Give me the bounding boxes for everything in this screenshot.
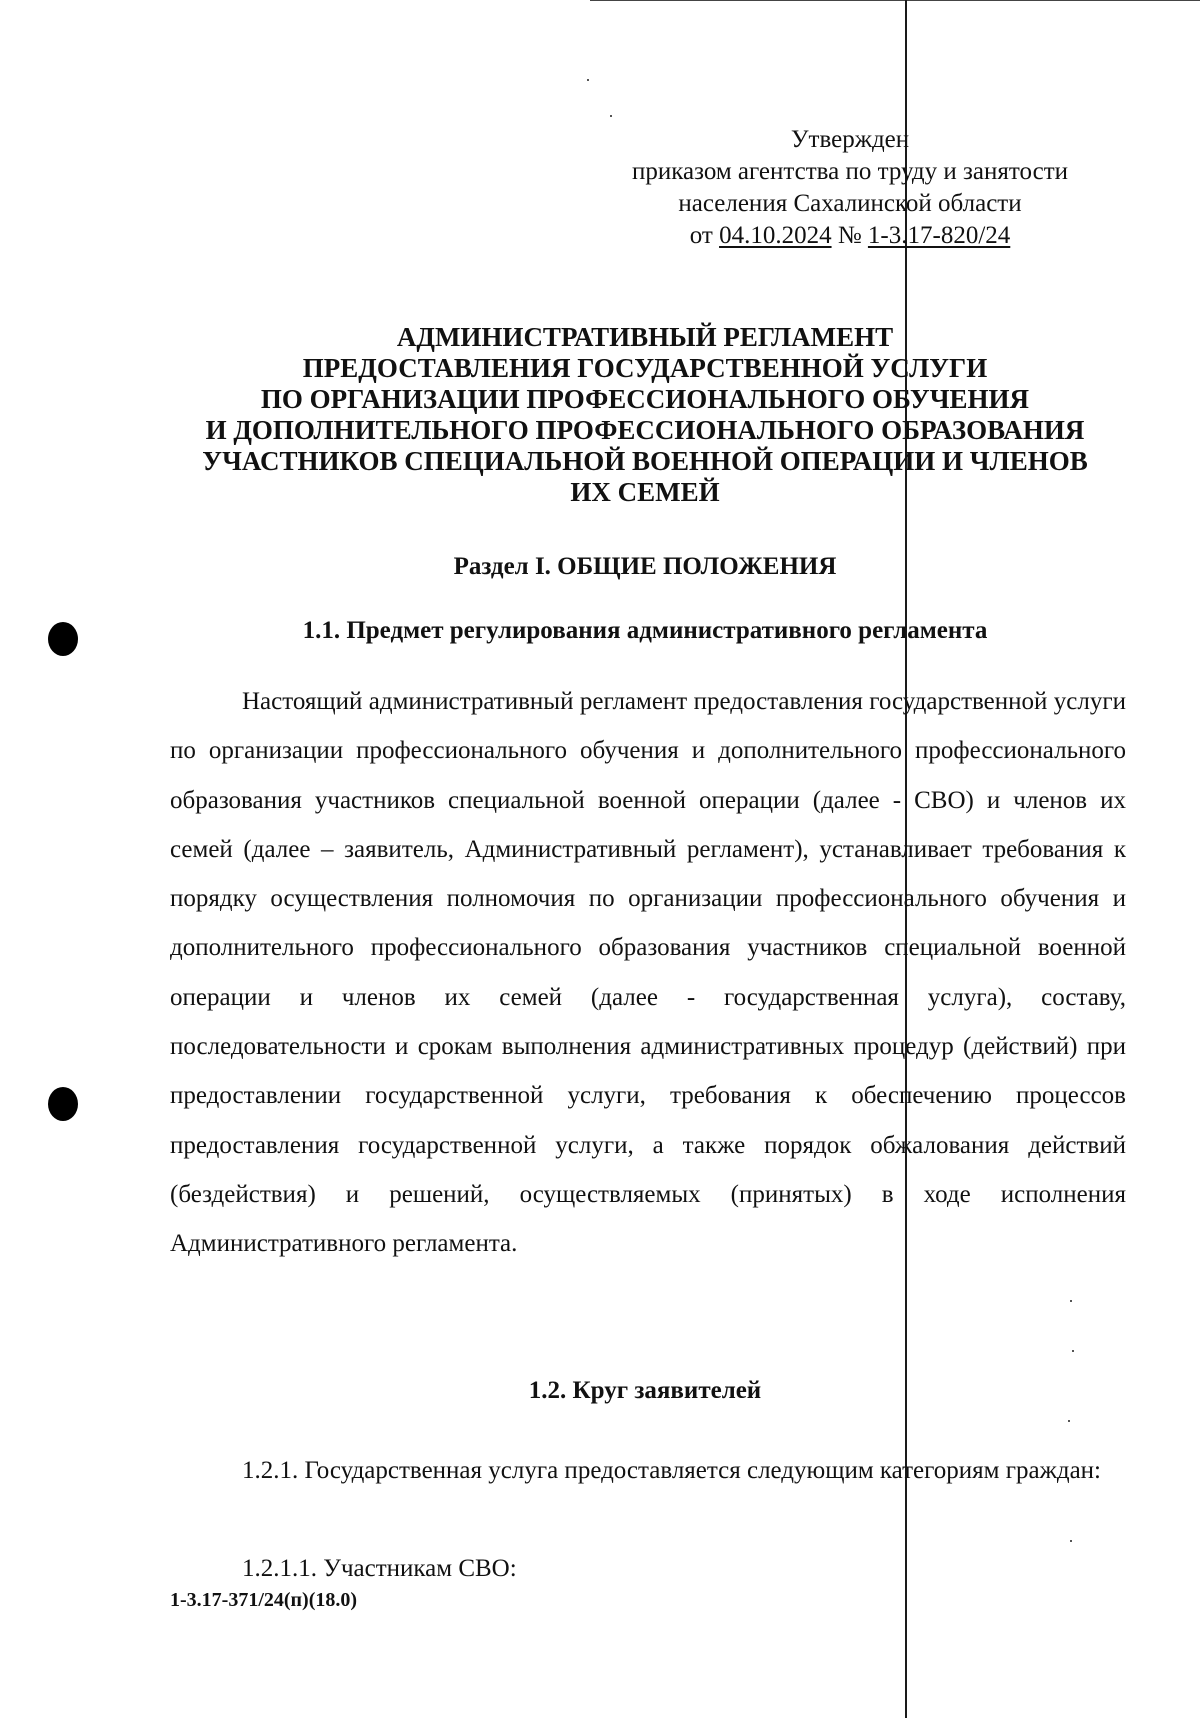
- scan-artifact-top-line: [590, 0, 1200, 1]
- approval-number-sign: №: [837, 222, 862, 249]
- approval-block: [560, 124, 1140, 252]
- title-line: ПО ОРГАНИЗАЦИИ ПРОФЕССИОНАЛЬНОГО ОБУЧЕНИЯ: [260, 384, 1030, 414]
- punch-hole-mark: [48, 1087, 78, 1121]
- scan-speck: [1072, 1350, 1074, 1352]
- subsection-heading-subject: 1.1. Предмет регулирования административного регламента: [302, 617, 988, 644]
- paragraph-applicants-categories: 1.2.1. Государственная услуга предоставляется следующим категориям граждан:: [242, 1457, 1101, 1484]
- approval-number: 1-3.17-820/24: [867, 222, 1011, 249]
- approval-line-date-number: [560, 220, 1140, 252]
- subsection-heading-applicants: 1.2. Круг заявителей: [528, 1377, 762, 1404]
- scan-speck: [1068, 1420, 1070, 1422]
- approval-line-approved: Утвержден: [790, 126, 910, 153]
- section-heading: Раздел I. ОБЩИЕ ПОЛОЖЕНИЯ: [453, 553, 837, 580]
- approval-line-order: приказом агентства по труду и занятости: [631, 158, 1069, 185]
- approval-line-region: населения Сахалинской области: [678, 190, 1022, 217]
- paragraph-svo-participants: 1.2.1.1. Участникам СВО:: [242, 1555, 517, 1582]
- approval-date: 04.10.2024: [719, 222, 832, 249]
- document-title: [160, 322, 1130, 508]
- paragraph-subject: Настоящий административный регламент предоставления государственной услуги по организации профессионального обучения и дополнительного профессионального образования участников специальной военной операции (далее - СВО) и членов их семей (далее – заявитель, Административный регламент), устанавливает требования к порядку осуществления полномочия по организации профессионального обучения и дополнительного профессионального образования участников специальной военной операции и членов их семей (далее - государственная услуга), составу, последовательности и срокам выполнения административных процедур (действий) при предоставлении государственной услуги, требования к обеспечению процессов предоставления государственной услуги, а также порядок обжалования действий (бездействия) и решений, осуществляемых (принятых) в ходе исполнения Административного регламента.: [170, 688, 1126, 1258]
- title-line: ИХ СЕМЕЙ: [570, 477, 720, 507]
- title-line: ПРЕДОСТАВЛЕНИЯ ГОСУДАРСТВЕННОЙ УСЛУГИ: [302, 353, 988, 383]
- punch-hole-mark: [48, 622, 78, 656]
- scan-speck: [1070, 1540, 1072, 1542]
- scan-speck: [587, 79, 589, 81]
- scan-speck: [610, 115, 612, 117]
- title-line: УЧАСТНИКОВ СПЕЦИАЛЬНОЙ ВОЕННОЙ ОПЕРАЦИИ И ЧЛЕНОВ: [202, 446, 1088, 476]
- approval-date-prefix: от: [689, 222, 713, 249]
- scan-speck: [1070, 1300, 1072, 1302]
- document-footer-code: 1-3.17-371/24(п)(18.0): [170, 1589, 358, 1611]
- title-line: АДМИНИСТРАТИВНЫЙ РЕГЛАМЕНТ: [396, 322, 894, 352]
- title-line: И ДОПОЛНИТЕЛЬНОГО ПРОФЕССИОНАЛЬНОГО ОБРАЗОВАНИЯ: [205, 415, 1085, 445]
